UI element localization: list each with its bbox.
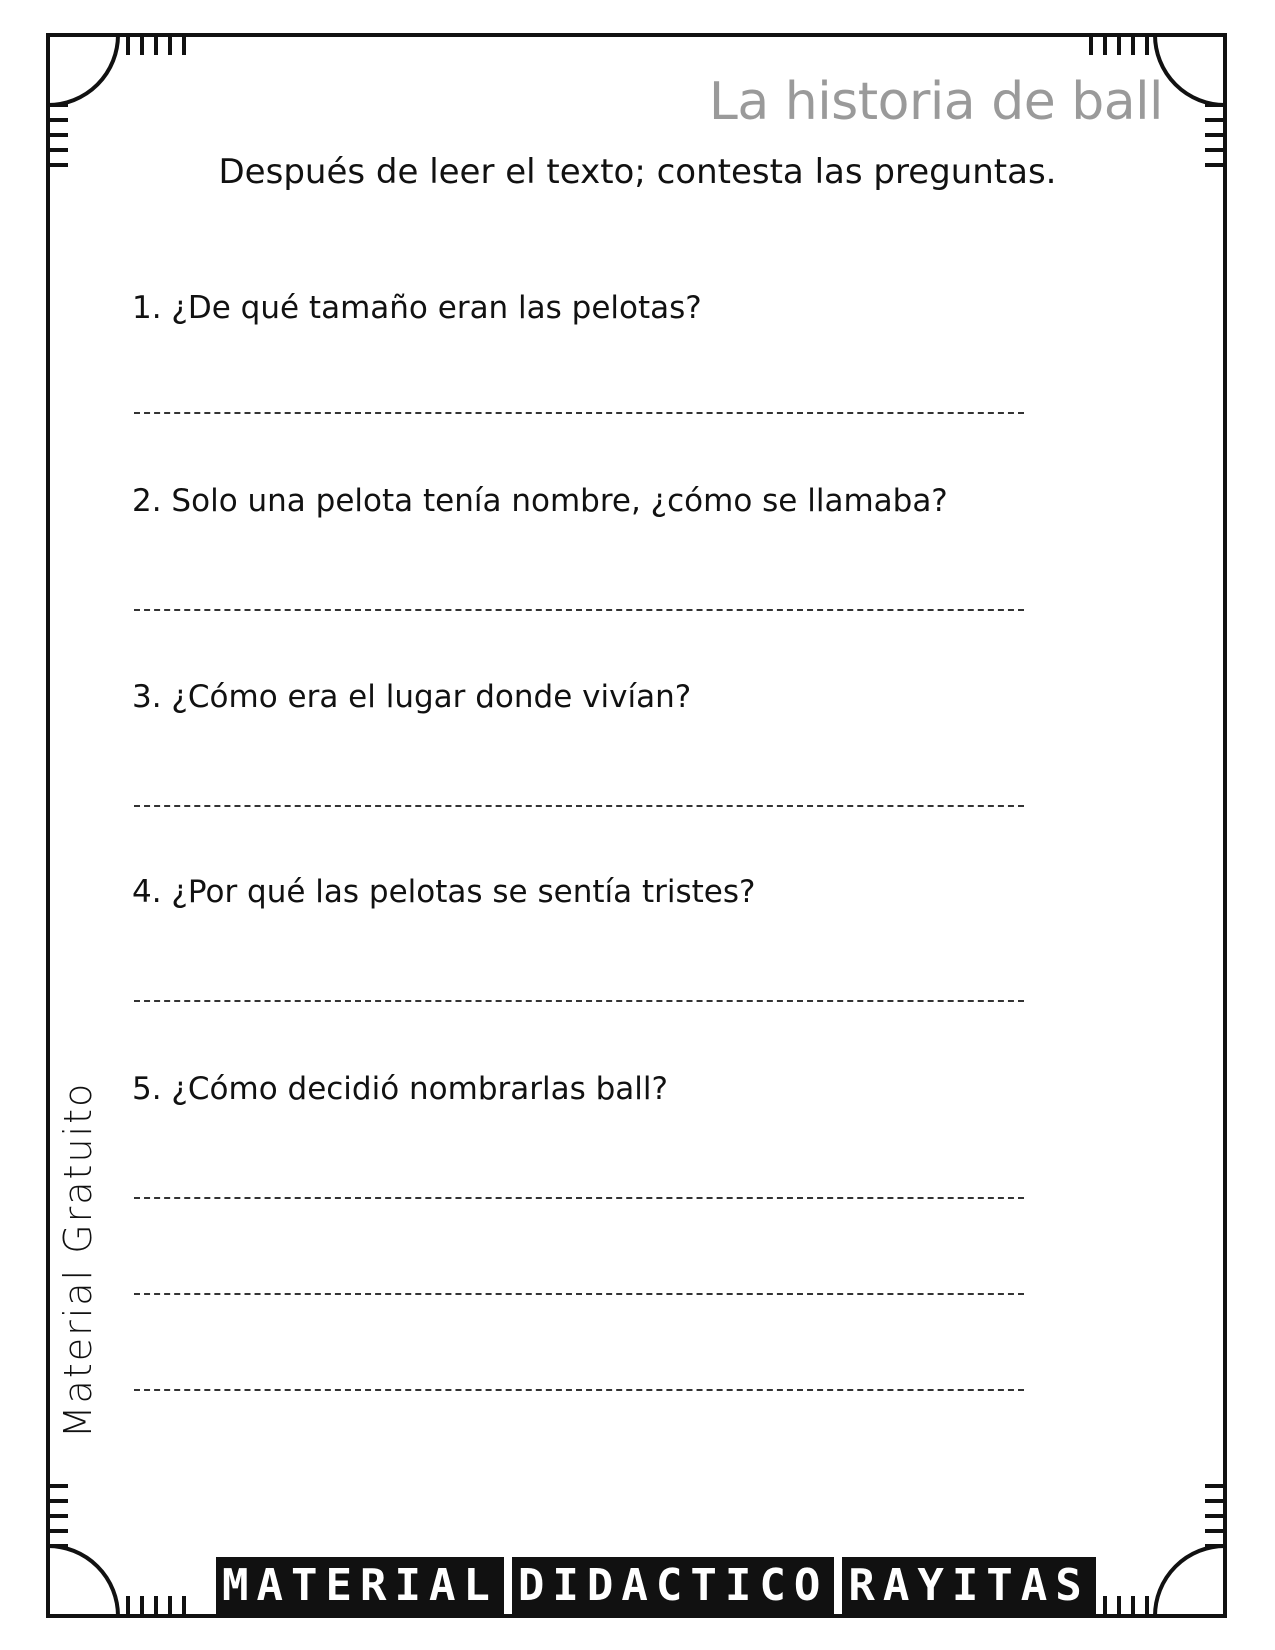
question-3: 3. ¿Cómo era el lugar donde vivían? xyxy=(132,679,692,715)
question-2: 2. Solo una pelota tenía nombre, ¿cómo se llamaba? xyxy=(132,483,948,519)
answer-line-2 xyxy=(134,609,1024,611)
answer-line-5a xyxy=(134,1197,1024,1199)
answer-line-3 xyxy=(134,805,1024,807)
worksheet-title: La historia de ball xyxy=(708,72,1163,132)
worksheet-instructions: Después de leer el texto; contesta las preguntas. xyxy=(218,152,1057,192)
footer-word-didactico: DIDACTICO xyxy=(512,1557,834,1615)
answer-line-4 xyxy=(134,1000,1024,1002)
footer-word-material: MATERIAL xyxy=(216,1557,504,1615)
answer-line-5c xyxy=(134,1389,1024,1391)
question-1: 1. ¿De qué tamaño eran las pelotas? xyxy=(132,290,702,326)
question-5: 5. ¿Cómo decidió nombrarlas ball? xyxy=(132,1071,668,1107)
answer-line-1 xyxy=(134,412,1024,414)
footer-word-rayitas: RAYITAS xyxy=(842,1557,1095,1615)
footer-brand xyxy=(216,1557,1096,1615)
question-4: 4. ¿Por qué las pelotas se sentía tristes? xyxy=(132,874,756,910)
answer-line-5b xyxy=(134,1293,1024,1295)
side-label-material-gratuito: Material Gratuito xyxy=(56,1081,100,1439)
